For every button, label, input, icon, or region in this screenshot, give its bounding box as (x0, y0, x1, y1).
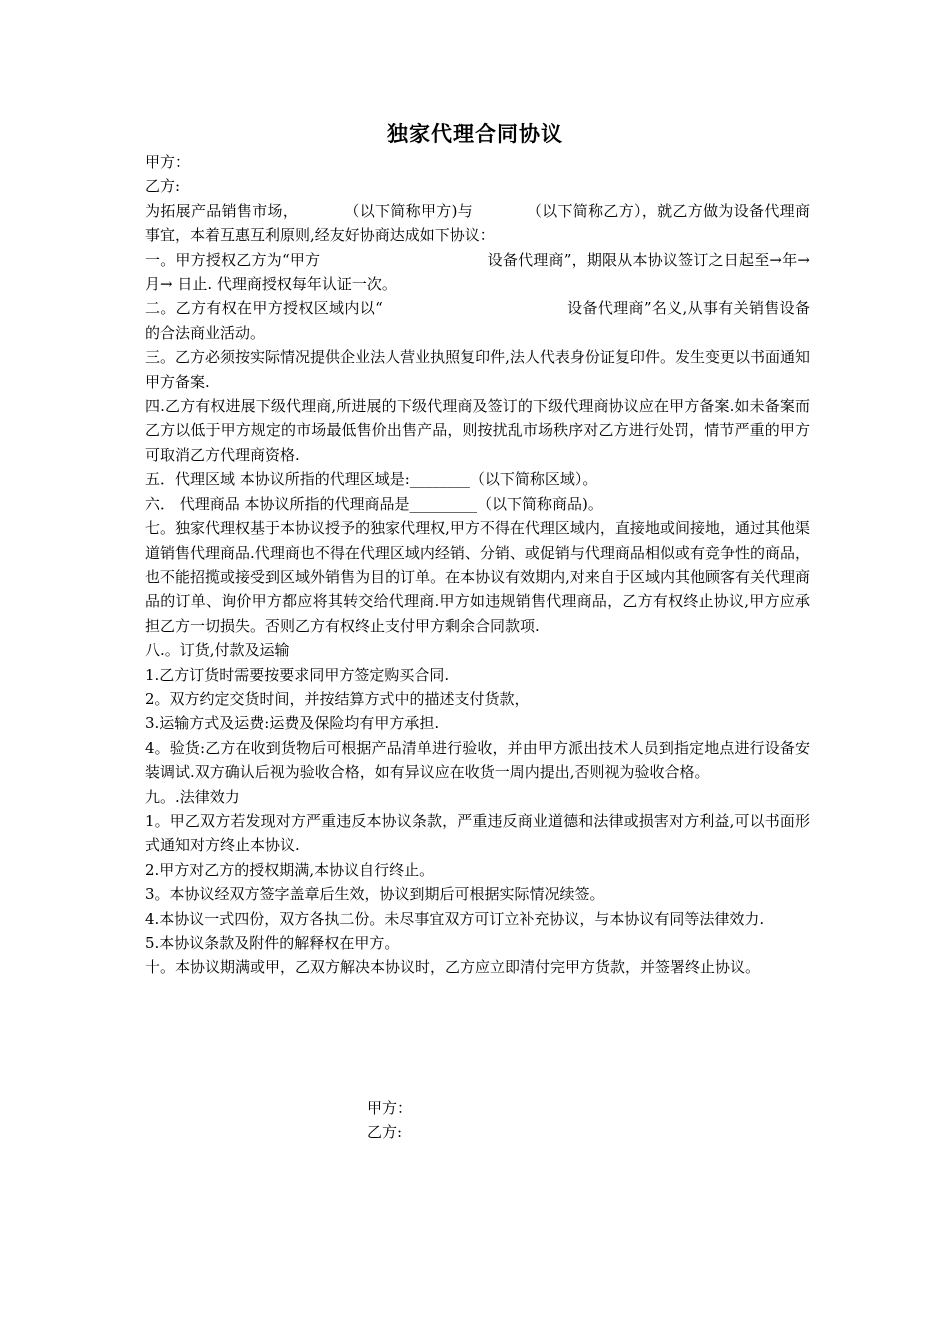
clause-7: 七。独家代理权基于本协议授予的独家代理权,甲方不得在代理区域内，直接地或间接地，通过其他渠道销售代理商品.代理商也不得在代理区域内经销、分销、或促销与代理商品相似或有竞争性的商品，也不能招揽或接受到区域外销售为目的订单。在本协议有效期内,对来自于区域内其他顾客有关代理商品的订单、询价甲方都应将其转交给代理商.甲方如违规销售代理商品，乙方有权终止协议,甲方应承担乙方一切损失。否则乙方有权终止支付甲方剩余合同款项. (145, 519, 810, 635)
document-title: 独家代理合同协议 (387, 122, 563, 146)
clause-8-item-1: 1.乙方订货时需要按要求同甲方签定购买合同. (145, 665, 450, 684)
document-body (145, 150, 810, 980)
clause-10: 十。本协议期满或甲，乙双方解决本协议时，乙方应立即清付完甲方货款，并签署终止协议。 (145, 958, 761, 977)
party-b-line: 乙方: (145, 177, 181, 196)
clause-9-item-5: 5.本协议条款及附件的解释权在甲方。 (145, 934, 400, 952)
clause-9-item-2: 2.甲方对乙方的授权期满,本协议自行终止。 (145, 860, 435, 879)
clause-1: 一。甲方授权乙方为“甲方 设备代理商”，期限从本协议签订之日起至→年→ 月→ 日止. 代理商授权每年认证一次。 (145, 250, 810, 294)
clause-2: 二。乙方有权在甲方授权区域内以“ 设备代理商”名义,从事有关销售设备的合法商业活动。 (145, 299, 810, 342)
clause-4: 四.乙方有权进展下级代理商,所进展的下级代理商及签订的下级代理商协议应在甲方备案.如未备案而乙方以低于甲方规定的市场最低售价出售产品，则按扰乱市场秩序对乙方进行处罚，情节严重的甲方可取消乙方代理商资格. (145, 397, 810, 464)
clause-8-heading: 八.。订货,付款及运输 (145, 641, 290, 660)
clause-5: 五．代理区域 本协议所指的代理区域是:________（以下简称区域）。 (145, 470, 598, 489)
signature-party-a: 甲方： (367, 1099, 413, 1117)
clause-8-item-3: 3.运输方式及运费:运费及保险均有甲方承担. (145, 714, 440, 733)
clause-9-item-4: 4.本协议一式四份，双方各执二份。未尽事宜双方可订立补充协议，与本协议有同等法律效力. (145, 909, 765, 928)
clause-8-item-4: 4。验货:乙方在收到货物后可根据产品清单进行验收，并由甲方派出技术人员到指定地点进行设备安装调试.双方确认后视为验收合格，如有异议应在收货一周内提出,否则视为验收合格。 (145, 738, 810, 782)
clause-3: 三。乙方必须按实际情况提供企业法人营业执照复印件,法人代表身份证复印件。发生变更以书面通知甲方备案. (145, 348, 810, 391)
clause-8-item-2: 2。双方约定交货时间，并按结算方式中的描述支付货款， (145, 689, 530, 708)
signature-block (367, 1096, 412, 1145)
clause-9-heading: 九。.法律效力 (145, 787, 240, 806)
preamble-paragraph: 为拓展产品销售市场， （以下简称甲方)与 （以下简称乙方），就乙方做为设备代理商事宜，本着互惠互利原则,经友好协商达成如下协议： (145, 201, 810, 245)
clause-9-item-3: 3。本协议经双方签字盖章后生效，协议到期后可根据实际情况续签。 (145, 885, 605, 904)
clause-9-item-1: 1。甲乙双方若发现对方严重违反本协议条款，严重违反商业道德和法律或损害对方利益,可以书面形式通知对方终止本协议. (145, 811, 810, 855)
party-a-line: 甲方： (145, 153, 191, 171)
signature-party-b: 乙方: (367, 1123, 403, 1142)
clause-6: 六． 代理商品 本协议所指的代理商品是_________（以下简称商品)。 (145, 494, 603, 513)
